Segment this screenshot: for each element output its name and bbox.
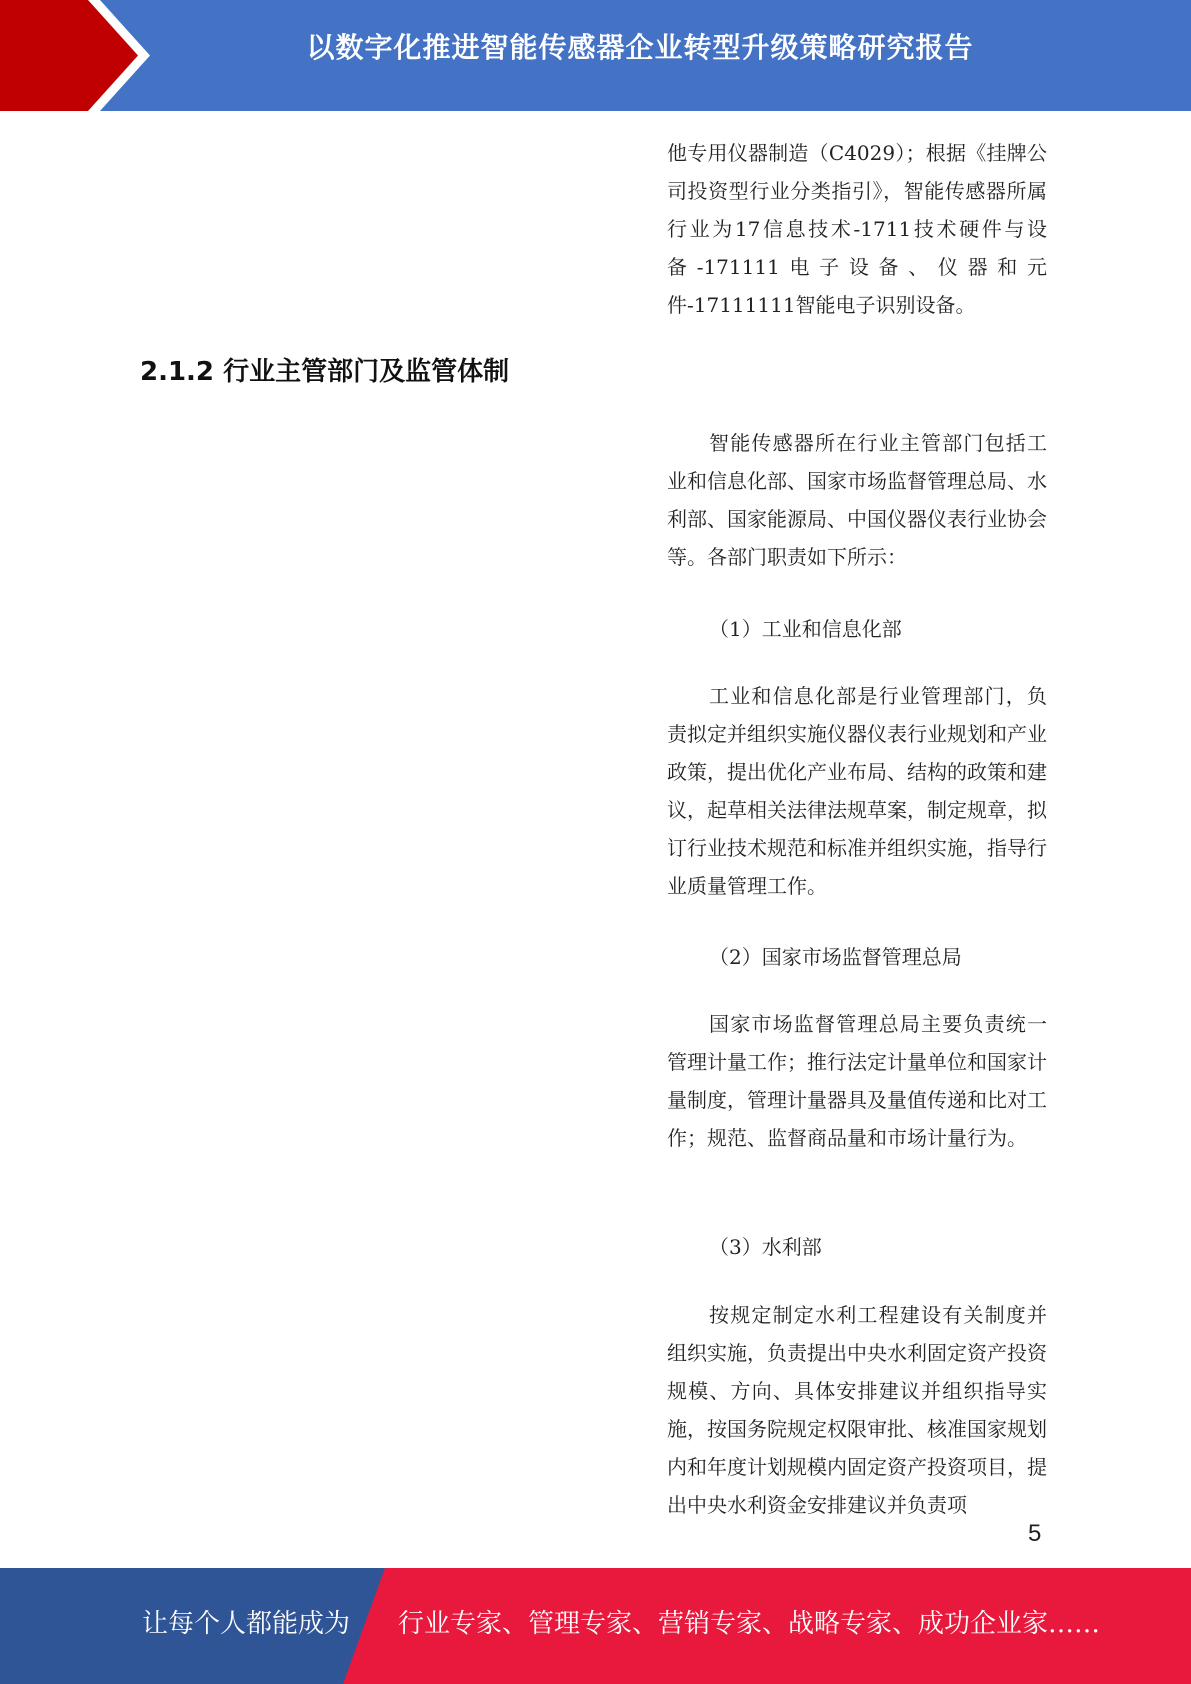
subsection-body-1: 工业和信息化部是行业管理部门，负责拟定并组织实施仪器仪表行业规划和产业政策，提出优化产业布局、结构的政策和建议，起草相关法律法规草案，制定规章，拟订行业技术规范和标准并组织实施，指导行业质量管理工作。 [667,684,1047,898]
report-title: 以数字化推进智能传感器企业转型升级策略研究报告 [306,31,974,64]
header-banner [0,0,1191,111]
subsection-title-2: （2）国家市场监督管理总局 [709,945,962,969]
section-heading: 2.1.2 行业主管部门及监管体制 [140,357,510,387]
footer-banner [0,1568,1191,1684]
subsection-body-2: 国家市场监督管理总局主要负责统一管理计量工作；推行法定计量单位和国家计量制度，管理计量器具及量值传递和比对工作；规范、监督商品量和市场计量行为。 [667,1012,1047,1150]
subsection-title-3: （3）水利部 [709,1235,822,1259]
subsection-body-3: 按规定制定水利工程建设有关制度并组织实施，负责提出中央水利固定资产投资规模、方向、具体安排建议并组织指导实施，按国务院规定权限审批、核准国家规划内和年度计划规模内固定资产投资项目，提出中央水利资金安排建议并负责项 [667,1303,1047,1517]
subsection-title-1: （1）工业和信息化部 [709,617,902,641]
page-number: 5 [1028,1520,1042,1547]
footer-slogan-left: 让每个人都能成为 [142,1609,351,1639]
paragraph-continued: 他专用仪器制造（C4029）；根据《挂牌公司投资型行业分类指引》，智能传感器所属行业为17信息技术-1711技术硬件与设备-171111电子设备、仪器和元件-17111111智能电子识别设备。 [667,141,1047,317]
paragraph-intro: 智能传感器所在行业主管部门包括工业和信息化部、国家市场监督管理总局、水利部、国家能源局、中国仪器仪表行业协会等。各部门职责如下所示： [667,431,1047,569]
footer-slogan-right: 行业专家、管理专家、营销专家、战略专家、成功企业家…… [398,1609,1101,1639]
